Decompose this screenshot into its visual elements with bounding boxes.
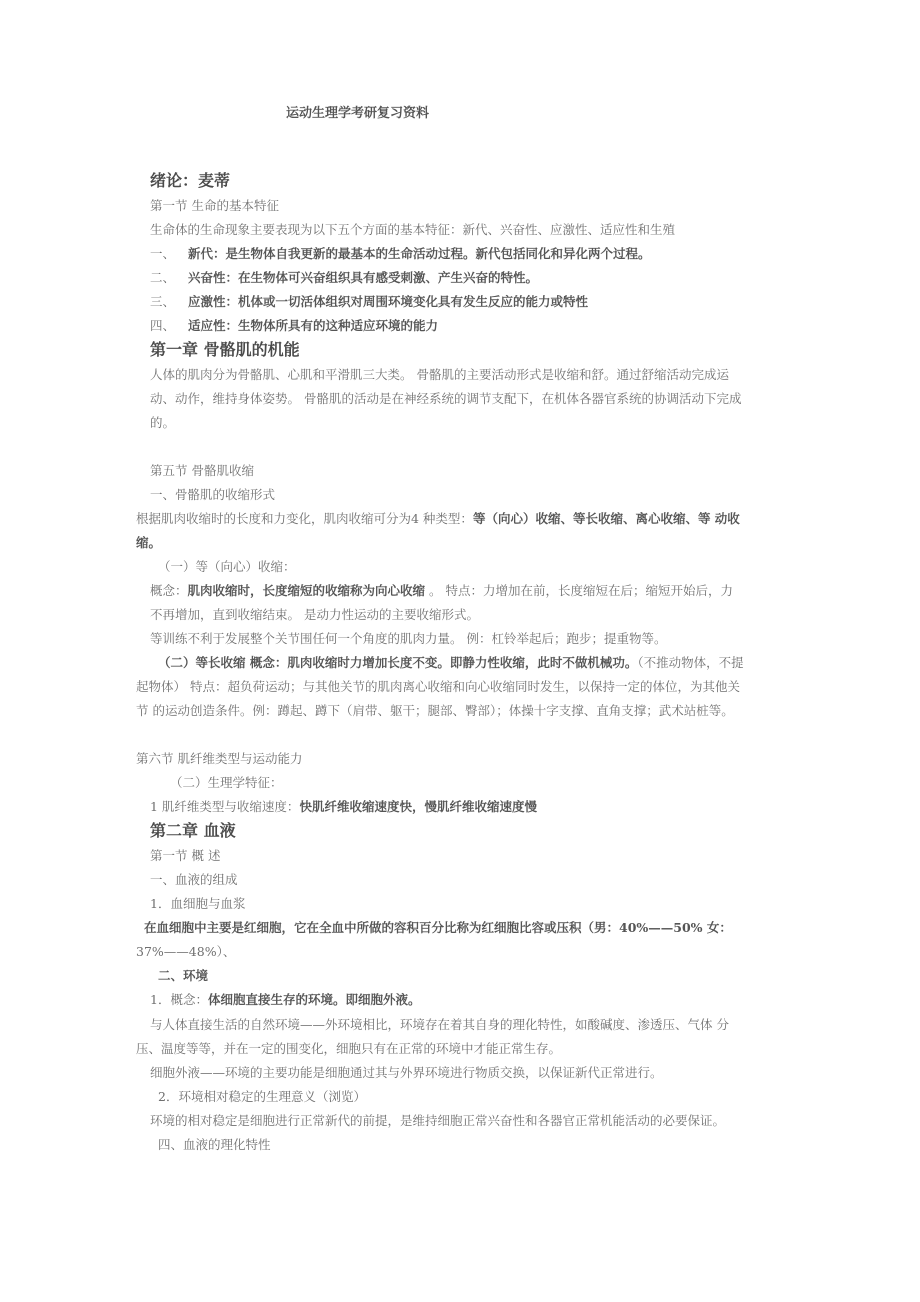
intro-item <box>150 294 588 310</box>
environment-significance-text: 环境的相对稳定是细胞进行正常新代的前提，是维持细胞正常兴奋性和各器官正常机能活动的必要保证。 <box>150 1113 726 1128</box>
contraction-types-list: 等（向心）收缩、等长收缩、离心收缩、等 动收 <box>472 511 740 526</box>
fiber-speed-label: 1 肌纤维类型与收缩速度： <box>150 799 300 814</box>
chapter2-section1: 第一节 概 述 <box>150 848 221 863</box>
isometric-examples: 节 的运动创造条件。例：蹲起、蹲下（肩带、躯干；腿部、臀部）；体操十字支撑、直角支撑；武术站桩等。 <box>136 703 734 718</box>
isotonic-concept-continued: 不再增加，直到收缩结束。 是动力性运动的主要收缩形式。 <box>150 607 479 622</box>
intro-item-number: 二、 <box>150 270 176 285</box>
environment-paragraph-line: 压、温度等等，并在一定的围变化，细胞只有在正常的环境中才能正常生存。 <box>136 1041 562 1056</box>
blood-cells-heading: 1．血细胞与血浆 <box>150 896 246 911</box>
concept-features: 。 特点：力增加在前，长度缩短在后；缩短开始后，力 <box>425 583 733 598</box>
section5-subtitle: 一、骨骼肌的收缩形式 <box>150 487 276 502</box>
concept-label: 概念： <box>150 583 188 598</box>
isometric-definition: （二）等长收缩 概念：肌肉收缩时力增加长度不变。即静力性收缩，此时不做机械功。 <box>158 655 638 670</box>
fiber-speed-text: 快肌纤维收缩速度快，慢肌纤维收缩速度慢 <box>299 799 537 814</box>
chapter1-heading: 第一章 骨骼肌的机能 <box>150 340 300 359</box>
section5-title: 第五节 骨骼肌收缩 <box>150 463 254 478</box>
environment-significance-heading: 2．环境相对稳定的生理意义（浏览） <box>158 1089 366 1104</box>
intro-item-number: 一、 <box>150 246 176 261</box>
contraction-types-wrap: 缩。 <box>136 535 162 550</box>
extracellular-fluid-note: 细胞外液——环境的主要功能是细胞通过其与外界环境进行物质交换，以保证新代正常进行。 <box>150 1065 663 1080</box>
intro-section-title: 第一节 生命的基本特征 <box>150 198 279 213</box>
physiology-features-heading: （二）生理学特征： <box>170 775 283 790</box>
intro-summary: 生命体的生命现象主要表现为以下五个方面的基本特征：新代、兴奋性、应激性、适应性和生殖 <box>150 222 676 237</box>
contraction-types-line <box>136 511 740 527</box>
concept-definition: 肌肉收缩时，长度缩短的收缩称为向心收缩 <box>187 583 426 598</box>
intro-item-number: 四、 <box>150 318 176 333</box>
intro-item <box>150 318 438 334</box>
intro-heading: 绪论：麦蒂 <box>150 171 231 190</box>
blood-properties-heading: 四、血液的理化特性 <box>158 1137 271 1152</box>
isometric-features: 起物体） 特点：超负荷运动；与其他关节的肌肉离心收缩和向心收缩同时发生，以保持一定的体位，为其他关 <box>136 679 740 694</box>
intro-item-text: 兴奋性：在生物体可兴奋组织具有感受刺激、产生兴奋的特性。 <box>188 270 539 285</box>
environment-concept-line <box>150 992 420 1008</box>
intro-item <box>150 246 651 262</box>
intro-item-text: 应激性：机体或一切活体组织对周围环境变化具有发生反应的能力或特性 <box>188 294 589 309</box>
chapter2-heading: 第二章 血液 <box>150 821 236 840</box>
chapter1-paragraph-line: 的。 <box>150 415 176 430</box>
environment-concept-text: 体细胞直接生存的环境。即细胞外液。 <box>207 992 421 1007</box>
environment-concept-label: 1．概念： <box>150 992 208 1007</box>
isotonic-training-note: 等训练不利于发展整个关节围任何一个角度的肌肉力量。 例：杠铃举起后；跑步；提重物等。 <box>150 631 667 646</box>
isotonic-heading: （一）等（向心）收缩： <box>158 559 296 574</box>
intro-item-text: 适应性：生物体所具有的这种适应环境的能力 <box>188 318 439 333</box>
blood-composition-heading: 一、血液的组成 <box>150 872 238 887</box>
chapter1-paragraph-line: 人体的肌肉分为骨骼肌、心肌和平滑肌三大类。 骨骼肌的主要活动形式是收缩和舒。通过舒缩活动完成运 <box>150 367 729 382</box>
chapter1-paragraph-line: 动、动作，维持身体姿势。 骨骼肌的活动是在神经系统的调节支配下，在机体各器官系统的协调活动下完成 <box>150 391 742 406</box>
section6-title: 第六节 肌纤维类型与运动能力 <box>136 751 303 766</box>
isotonic-concept-line <box>150 583 733 599</box>
intro-item-number: 三、 <box>150 294 176 309</box>
document-title: 运动生理学考研复习资料 <box>286 106 430 121</box>
environment-heading: 二、环境 <box>158 968 209 983</box>
environment-paragraph-line: 与人体直接生活的自然环境——外环境相比，环境存在着其自身的理化特性，如酸碱度、渗透压、气体 分 <box>150 1017 729 1032</box>
contraction-types-intro: 根据肌肉收缩时的长度和力变化，肌肉收缩可分为4 种类型： <box>136 511 473 526</box>
isometric-note: （不推动物体，不提 <box>637 655 744 670</box>
hematocrit-line-continued: 37%——48%）、 <box>136 944 236 959</box>
intro-item <box>150 270 538 286</box>
hematocrit-line: 在血细胞中主要是红细胞，它在全血中所做的容积百分比称为红细胞比容或压积（男：40%——50% 女： <box>144 920 732 935</box>
fiber-speed-line <box>150 799 537 815</box>
isometric-line <box>158 655 744 671</box>
intro-item-text: 新代：是生物体自我更新的最基本的生命活动过程。新代包括同化和异化两个过程。 <box>188 246 651 261</box>
